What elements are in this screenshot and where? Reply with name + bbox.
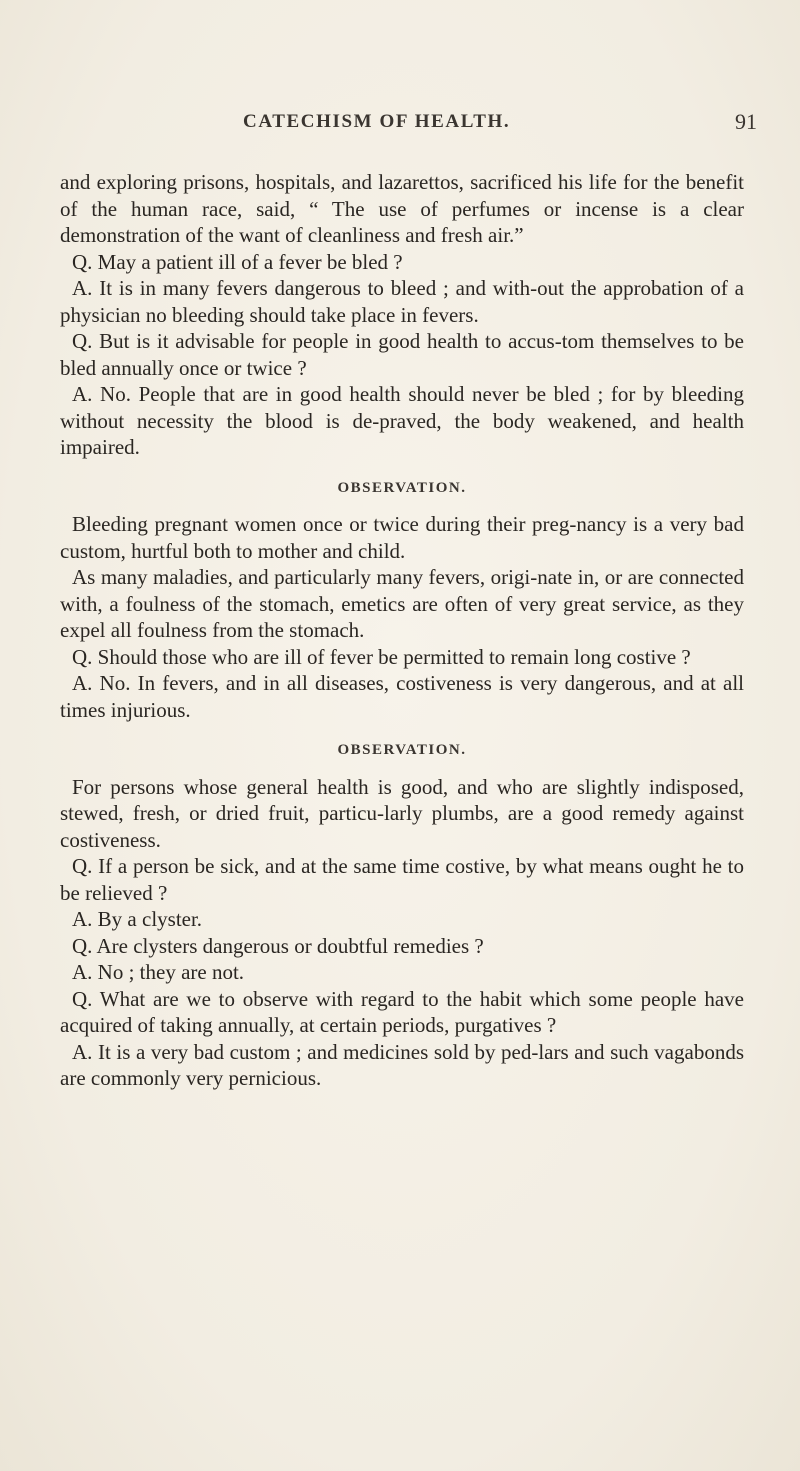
observation-pregnancy: Bleeding pregnant women once or twice during their preg-nancy is a very bad custom, hurtful both to mother and child. [60, 512, 744, 563]
question-annual-bleeding: Q. But is it advisable for people in good health to accus-tom themselves to be bled annually once or twice ? [60, 329, 744, 380]
answer-fever-bleeding: A. It is in many fevers dangerous to bleed ; and with-out the approbation of a physician no bleeding should take place in fevers. [60, 276, 744, 327]
paragraph-emetics: As many maladies, and particularly many fevers, origi-nate in, or are connected with, a foulness of the stomach, emetics are often of very great service, as they expel all foulness from the stomach. [60, 565, 744, 642]
running-title: CATECHISM OF HEALTH. [243, 111, 511, 132]
question-clysters-dangerous: Q. Are clysters dangerous or doubtful remedies ? [72, 933, 484, 958]
observation-heading: OBSERVATION. [337, 742, 467, 758]
paragraph-continuation: and exploring prisons, hospitals, and lazarettos, sacrificed his life for the benefit of the human race, said, “ The use of perfumes or incense is a clear demonstration of the want of cleanliness and fresh air.” [60, 170, 744, 247]
page-body [60, 169, 744, 1092]
page-number: 91 [735, 109, 757, 134]
observation-heading: OBSERVATION. [337, 479, 467, 496]
question-costive: Q. Should those who are ill of fever be permitted to remain long costive ? [72, 644, 691, 669]
answer-annual-bleeding: A. No. People that are in good health should never be bled ; for by bleeding without necessity the blood is de-praved, the body weakened, and health impaired. [60, 382, 744, 459]
answer-costive: A. No. In fevers, and in all diseases, costiveness is very dangerous, and at all times injurious. [60, 671, 744, 722]
answer-clysters-dangerous: A. No ; they are not. [72, 960, 245, 984]
answer-purgatives: A. It is a very bad custom ; and medicines sold by ped-lars and such vagabonds are commonly very pernicious. [60, 1039, 744, 1090]
answer-clyster: A. By a clyster. [72, 907, 203, 931]
page-header [0, 109, 800, 139]
question-purgatives: Q. What are we to observe with regard to the habit which some people have acquired of taking annually, at certain periods, purgatives ? [60, 986, 744, 1037]
question-relief: Q. If a person be sick, and at the same time costive, by what means ought he to be relieved ? [60, 854, 744, 905]
question-fever-bleeding: Q. May a patient ill of a fever be bled ? [72, 249, 403, 274]
observation-fruit: For persons whose general health is good, and who are slightly indisposed, stewed, fresh, or dried fruit, particu-larly plumbs, are a good remedy against costiveness. [60, 774, 744, 852]
